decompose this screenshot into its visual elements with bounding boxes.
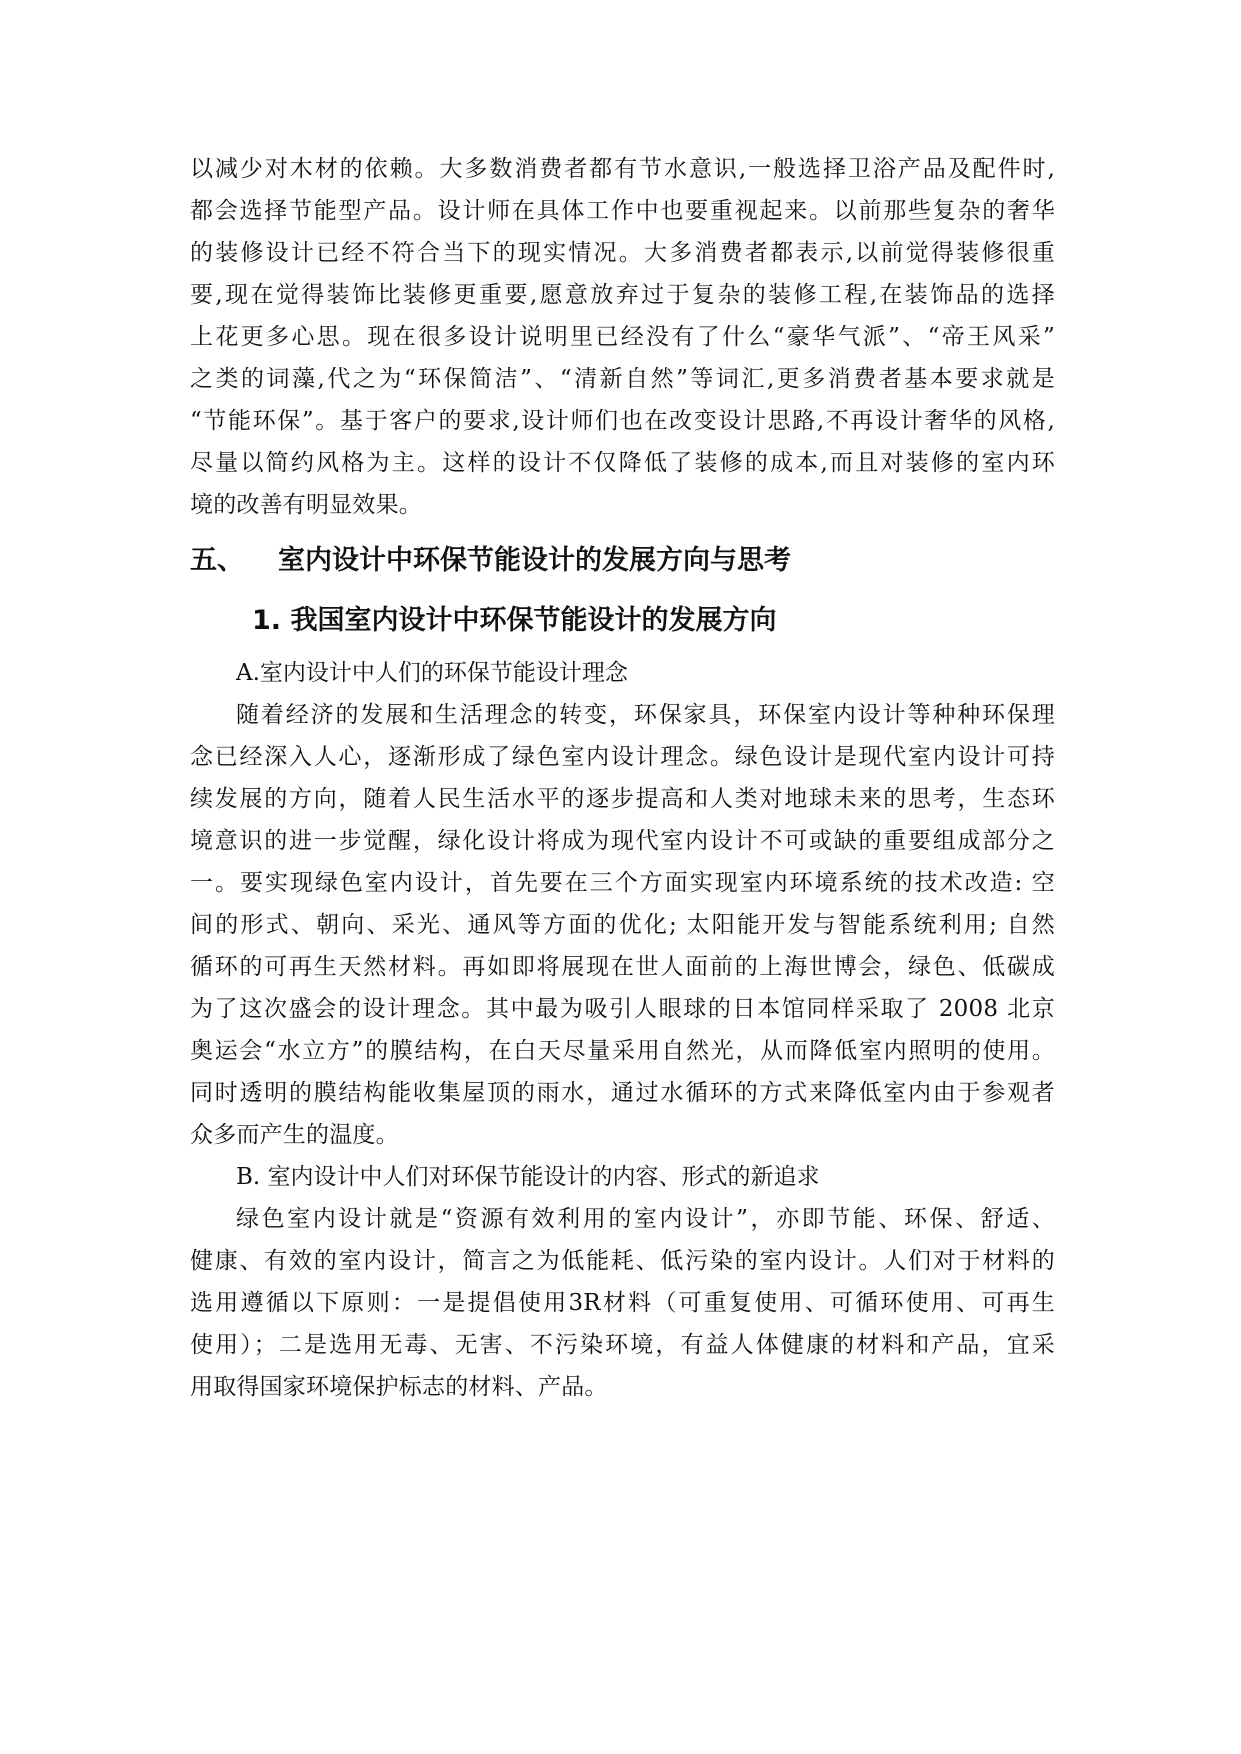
subsection-heading: 1. 我国室内设计中环保节能设计的发展方向 — [252, 605, 777, 636]
text-line: 同时透明的膜结构能收集屋顶的雨水，通过水循环的方式来降低室内由于参观者 — [190, 1080, 1055, 1106]
text-line: 用取得国家环境保护标志的材料、产品。 — [190, 1374, 608, 1400]
text-line: 上花更多心思。现在很多设计说明里已经没有了什么“豪华气派”、“帝王风采” — [190, 324, 1055, 350]
text-line: 都会选择节能型产品。设计师在具体工作中也要重视起来。以前那些复杂的奢华 — [190, 198, 1055, 224]
text-line: 念已经深入人心，逐渐形成了绿色室内设计理念。绿色设计是现代室内设计可持 — [190, 744, 1055, 770]
text-line: 境意识的进一步觉醒，绿化设计将成为现代室内设计不可或缺的重要组成部分之 — [190, 828, 1055, 854]
text-line: 使用）；二是选用无毒、无害、不污染环境，有益人体健康的材料和产品，宜采 — [190, 1332, 1055, 1358]
text-line: 循环的可再生天然材料。再如即将展现在世人面前的上海世博会，绿色、低碳成 — [190, 954, 1055, 980]
text-line: 选用遵循以下原则：一是提倡使用3R材料（可重复使用、可循环使用、可再生 — [190, 1290, 1055, 1316]
document-body — [190, 148, 1055, 1408]
text-line: 之类的词藻,代之为“环保简洁”、“清新自然”等词汇,更多消费者基本要求就是 — [190, 366, 1055, 392]
text-line: 绿色室内设计就是“资源有效利用的室内设计”，亦即节能、环保、舒适、 — [236, 1206, 1055, 1232]
continued-paragraph — [190, 148, 1055, 526]
section-number: 五、 — [190, 545, 244, 576]
text-line: 随着经济的发展和生活理念的转变，环保家具，环保室内设计等种种环保理 — [236, 702, 1055, 728]
text-line: 要,现在觉得装饰比装修更重要,愿意放弃过于复杂的装修工程,在装饰品的选择 — [190, 282, 1055, 308]
part-b-title: B. 室内设计中人们对环保节能设计的内容、形式的新追求 — [236, 1164, 820, 1190]
part-a-title: A.室内设计中人们的环保节能设计理念 — [236, 660, 628, 686]
text-line: 间的形式、朝向、采光、通风等方面的优化; 太阳能开发与智能系统利用; 自然 — [190, 912, 1055, 938]
text-line: 一。要实现绿色室内设计，首先要在三个方面实现室内环境系统的技术改造: 空 — [190, 870, 1055, 896]
text-line: 以减少对木材的依赖。大多数消费者都有节水意识,一般选择卫浴产品及配件时, — [190, 156, 1055, 182]
text-line: 奥运会“水立方”的膜结构，在白天尽量采用自然光，从而降低室内照明的使用。 — [190, 1038, 1055, 1064]
text-line: 尽量以简约风格为主。这样的设计不仅降低了装修的成本,而且对装修的室内环 — [190, 450, 1055, 476]
text-line: 为了这次盛会的设计理念。其中最为吸引人眼球的日本馆同样采取了 2008 北京 — [190, 996, 1055, 1022]
text-line: 境的改善有明显效果。 — [190, 492, 422, 518]
text-line: 健康、有效的室内设计，简言之为低能耗、低污染的室内设计。人们对于材料的 — [190, 1248, 1055, 1274]
section-title: 室内设计中环保节能设计的发展方向与思考 — [278, 545, 791, 576]
text-line: “节能环保”。基于客户的要求,设计师们也在改变设计思路,不再设计奢华的风格, — [190, 408, 1055, 434]
section-heading — [190, 532, 1055, 590]
text-line: 续发展的方向，随着人民生活水平的逐步提高和人类对地球未来的思考，生态环 — [190, 786, 1055, 812]
text-line: 的装修设计已经不符合当下的现实情况。大多消费者都表示,以前觉得装修很重 — [190, 240, 1055, 266]
part-a — [190, 652, 1055, 1156]
text-line: 众多而产生的温度。 — [190, 1122, 399, 1148]
part-b — [190, 1156, 1055, 1408]
